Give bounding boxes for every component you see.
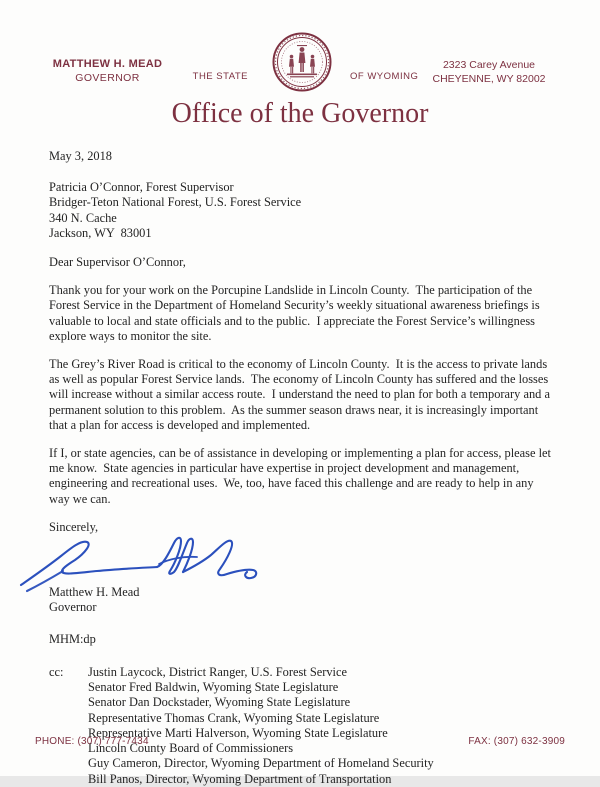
office-address-line1: 2323 Carey Avenue	[442, 59, 536, 71]
typist-reference: MHM:dp	[49, 632, 96, 647]
signer-title: Governor	[49, 600, 97, 615]
cc-block	[49, 665, 556, 787]
recipient-line: Patricia O’Connor, Forest Supervisor	[49, 180, 234, 195]
cc-item: Senator Fred Baldwin, Wyoming State Legislature	[88, 679, 339, 694]
signer-name: Matthew H. Mead	[49, 585, 140, 600]
office-address	[404, 58, 574, 86]
office-title: Office of the Governor	[171, 98, 429, 129]
body-paragraph-2: The Grey’s River Road is critical to the economy of Lincoln County. It is the access to private lands as well as popular Forest Service lands. The economy of Lincoln County has suffered and the losses will increase without a similar access route. I understand the need to plan for both a temporary and a permanent solution to this problem. As the summer season draws near, it is increasingly important that a plan for access is developed and implemented.	[49, 357, 554, 432]
recipient-line: Jackson, WY 83001	[49, 225, 152, 240]
governor-name: MATTHEW H. MEAD	[52, 58, 163, 70]
letter-content	[49, 144, 556, 787]
cc-item: Justin Laycock, District Ranger, U.S. Forest Service	[88, 664, 347, 679]
cc-list	[88, 665, 434, 787]
governor-name-block	[30, 58, 185, 84]
cc-item: Senator Dan Dockstader, Wyoming State Legislature	[88, 695, 351, 710]
cc-item: Bill Panos, Director, Wyoming Department of Transportation	[88, 771, 392, 786]
seal-right-label: OF WYOMING	[350, 71, 419, 82]
wyoming-state-seal-icon	[272, 32, 332, 97]
salutation: Dear Supervisor O’Connor,	[49, 255, 186, 270]
cc-item: Lincoln County Board of Commissioners	[88, 741, 294, 756]
cc-item: Representative Marti Halverson, Wyoming State Legislature	[88, 725, 388, 740]
seal-left-label: THE STATE	[192, 71, 248, 82]
closing: Sincerely,	[49, 519, 99, 534]
body-paragraph-3: If I, or state agencies, can be of assistance in developing or implementing a plan for access, please let me know. State agencies in particular have expertise in project development and management, engineering and recreational uses. We, too, have faced this challenge and are ready to help in any way we can.	[49, 446, 555, 506]
handwritten-signature-icon	[17, 531, 556, 589]
recipient-line: 340 N. Cache	[49, 210, 117, 225]
governor-title: GOVERNOR	[75, 72, 140, 84]
cc-item: Guy Cameron, Director, Wyoming Department of Homeland Security	[88, 756, 434, 771]
recipient-line: Bridger-Teton National Forest, U.S. Forest Service	[49, 195, 302, 210]
cc-label: cc:	[49, 664, 64, 679]
page-footer	[35, 736, 565, 747]
footer-fax: FAX: (307) 632-3909	[468, 736, 565, 747]
recipient-address	[49, 180, 556, 241]
body-paragraph-1: Thank you for your work on the Porcupine Landslide in Lincoln County. The participation of the Forest Service in the Department of Homeland Security’s weekly situational awareness briefings is valuable to local and state officials and to the public. I appreciate the Forest Service’s willingness explore ways to monitor the site.	[49, 283, 543, 343]
footer-phone: PHONE: (307) 777-7434	[35, 736, 149, 747]
letterhead	[0, 0, 600, 142]
letter-date: May 3, 2018	[49, 149, 112, 163]
office-address-line2: CHEYENNE, WY 82002	[432, 73, 546, 86]
cc-item: Representative Thomas Crank, Wyoming State Legislature	[88, 710, 380, 725]
